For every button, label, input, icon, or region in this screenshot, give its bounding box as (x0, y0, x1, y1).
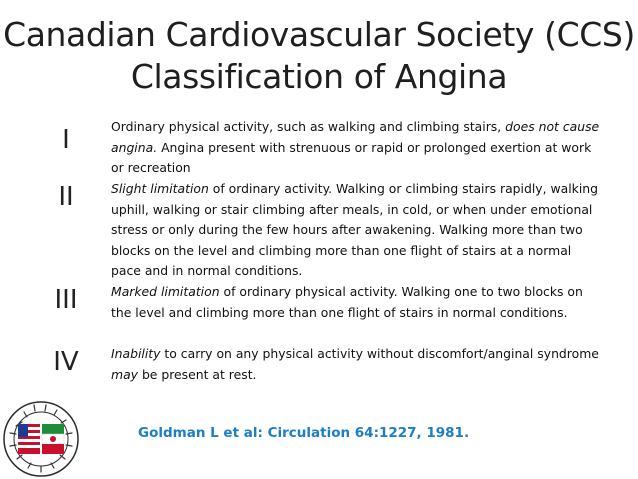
emphasis-text: does not cause angina. (111, 119, 600, 155)
citation: Goldman L et al: Circulation 64:1227, 1981. (138, 425, 470, 441)
class-description (111, 344, 603, 385)
class-description (111, 179, 603, 282)
description-text: of ordinary activity. Walking or climbing stairs rapidly, walking uphill, walking or stair climbing after meals, in cold, or when under emotional stress or only during the few hours after awakening. Walking more than two blocks on the level and climbing more than one flight of stairs at a normal pace and in normal conditions. (111, 181, 599, 278)
emphasis-text: Marked limitation (111, 284, 220, 299)
description-text: Ordinary physical activity, such as walking and climbing stairs, (111, 119, 506, 134)
emphasis-text: may (111, 366, 138, 382)
emphasis-text: Inability (111, 346, 161, 361)
class-description (111, 117, 603, 179)
class-numeral: III (54, 285, 78, 315)
title-line-2: Classification of Angina (130, 57, 508, 96)
society-seal-icon (2, 400, 80, 478)
description-text: be present at rest. (138, 366, 257, 382)
class-numeral: II (58, 182, 74, 212)
class-numeral: I (62, 125, 70, 155)
title-line-1: Canadian Cardiovascular Society (CCS) (3, 15, 635, 54)
class-numeral: IV (53, 347, 79, 377)
description-text: to carry on any physical activity without discomfort/anginal syndrome (160, 346, 599, 361)
description-text: Angina present with strenuous or rapid or prolonged exertion at work or recreation (111, 139, 592, 175)
class-description (111, 282, 603, 323)
description-text: of ordinary physical activity. Walking one to two blocks on the level and climbing more than one flight of stairs in normal conditions. (111, 284, 583, 320)
page-title (0, 14, 638, 98)
emphasis-text: Slight limitation (111, 181, 209, 196)
